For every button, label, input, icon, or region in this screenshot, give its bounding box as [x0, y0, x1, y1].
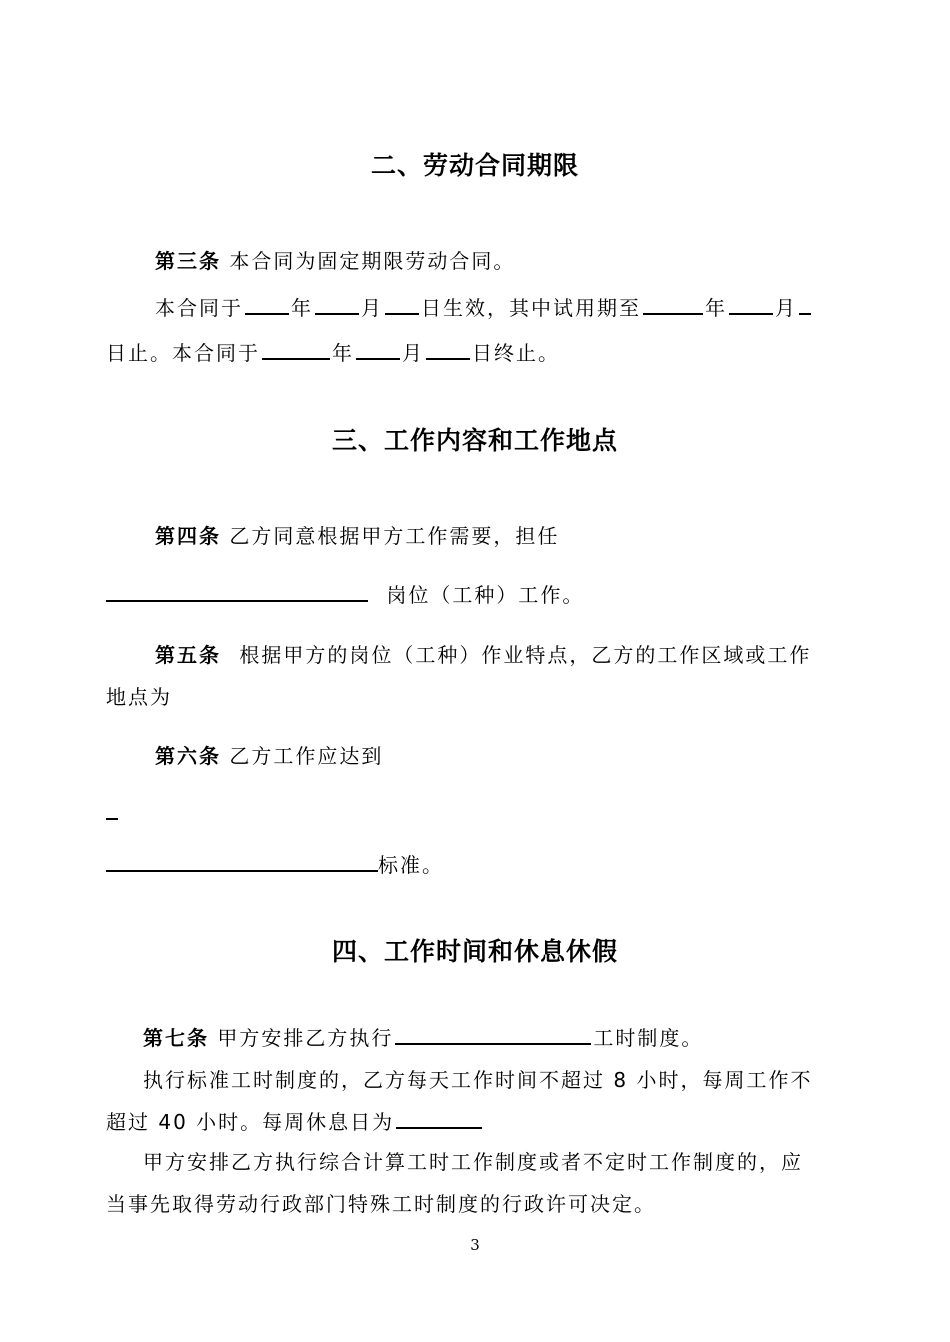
section-2-title: 二、劳动合同期限 — [370, 151, 579, 180]
article-7-label: 第七条 — [143, 1026, 209, 1050]
blank-end-month — [356, 338, 400, 360]
text-segment: 日止。本合同于 — [106, 341, 260, 365]
article-4-label: 第四条 — [155, 524, 221, 548]
article-6-line2 — [106, 849, 444, 878]
article-4-line2 — [106, 579, 584, 608]
article-7-text2: 工时制度。 — [593, 1026, 704, 1050]
text-segment: 本合同于 — [155, 296, 243, 320]
blank-rest-day — [396, 1107, 482, 1129]
text-segment: 月 — [775, 296, 797, 320]
blank-hours-system — [395, 1023, 591, 1045]
blank-probation-month — [729, 293, 773, 315]
article-6 — [155, 740, 383, 769]
article-6-label: 第六条 — [155, 744, 221, 768]
section-3-title: 三、工作内容和工作地点 — [331, 426, 618, 455]
special-hours-line2: 当事先取得劳动行政部门特殊工时制度的行政许可决定。 — [106, 1192, 656, 1216]
blank-start-day — [385, 293, 419, 315]
standard-hours-line1: 执行标准工时制度的，乙方每天工作时间不超过 8 小时，每周工作不 — [143, 1068, 813, 1092]
text-segment: 岗位（工种）工作。 — [386, 583, 585, 607]
article-4 — [155, 520, 559, 549]
text-segment: 日终止。 — [472, 341, 560, 365]
article-3-text: 本合同为固定期限劳动合同。 — [229, 249, 516, 273]
article-5 — [155, 639, 811, 668]
end-date-line — [106, 337, 560, 366]
article-5-line2: 地点为 — [106, 685, 172, 709]
text-segment: 超过 40 小时。每周休息日为 — [106, 1110, 395, 1134]
article-3 — [155, 245, 515, 274]
text-segment: 年 — [332, 341, 354, 365]
blank-standard — [106, 850, 378, 872]
blank-probation-year — [643, 293, 703, 315]
text-segment: 月 — [361, 296, 383, 320]
article-7-text1: 甲方安排乙方执行 — [217, 1026, 394, 1050]
text-segment: 年 — [705, 296, 727, 320]
blank-probation-day — [799, 293, 811, 315]
effective-date-line — [155, 292, 813, 321]
text-segment: 日生效，其中试用期至 — [421, 296, 641, 320]
standard-hours-line2 — [106, 1106, 484, 1135]
blank-start-month — [315, 293, 359, 315]
section-4-title: 四、工作时间和休息休假 — [331, 937, 618, 966]
blank-position — [106, 580, 368, 602]
article-5-label: 第五条 — [155, 643, 221, 667]
blank-end-day — [426, 338, 470, 360]
blank-end-year — [262, 338, 330, 360]
article-5-text: 根据甲方的岗位（工种）作业特点，乙方的工作区域或工作 — [239, 643, 812, 667]
article-3-label: 第三条 — [155, 249, 221, 273]
blank-start-year — [245, 293, 289, 315]
article-6-text: 乙方工作应达到 — [229, 744, 384, 768]
blank-stub — [106, 818, 118, 820]
text-segment: 标准。 — [378, 853, 444, 877]
article-7 — [143, 1022, 703, 1051]
article-4-text: 乙方同意根据甲方工作需要，担任 — [229, 524, 560, 548]
special-hours-line1: 甲方安排乙方执行综合计算工时工作制度或者不定时工作制度的，应 — [143, 1150, 803, 1174]
text-segment: 年 — [291, 296, 313, 320]
page-number: 3 — [470, 1236, 480, 1254]
text-segment: 月 — [402, 341, 424, 365]
